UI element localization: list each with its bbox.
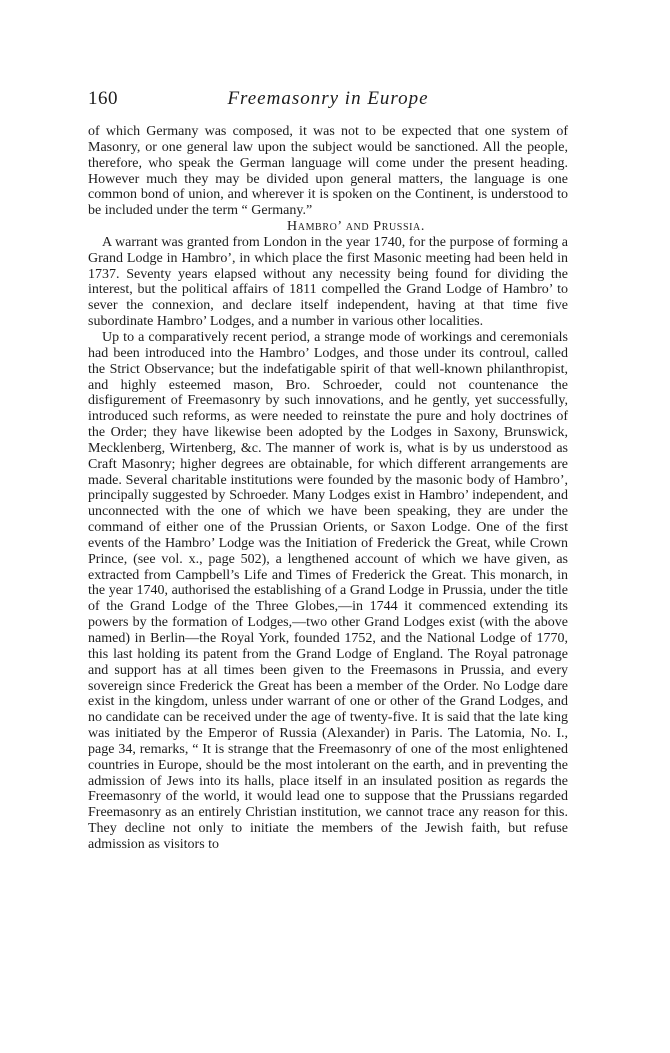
running-title: Freemasonry in Europe — [227, 88, 429, 109]
paragraph-continuation: of which Germany was composed, it was not to be expected that one system of Masonry, or one general law upon the subject would be sanctioned. All the people, therefore, who speak the German language will come under the present heading. However much they may be divided upon general matters, the language is one common bond of union, and wherever it is spoken on the Continent, is understood to be included under the term “ Germany.” — [88, 124, 568, 219]
paragraph-reforms: Up to a comparatively recent period, a strange mode of workings and ceremonials had been introduced into the Hambro’ Lodges, and those under its controul, called the Strict Observance; but the indefatigable spirit of that well-known philanthropist, and highly esteemed mason, Bro. Schroeder, could not countenance the disfigurement of Freemasonry by such innovations, and he gently, yet successfully, introduced such reforms, as were needed to reinstate the pure and holy doctrines of the Order; they have likewise been adopted by the Lodges in Saxony, Brunswick, Mecklenberg, Wirtenberg, &c. The manner of work is, what is by us understood as Craft Masonry; higher degrees are obtainable, for which different arrangements are made. Several charitable institutions were founded by the masonic body of Hambro’, principally suggested by Schroeder. Many Lodges exist in Hambro’ independent, and unconnected with the one of which we have been speaking, they are under the command of either one of the Prussian Orients, or Saxon Lodge. One of the first events of the Hambro’ Lodge was the Initiation of Frederick the Great, while Crown Prince, (see vol. x., page 502), a lengthened account of which we have given, as extracted from Campbell’s Life and Times of Frederick the Great. This monarch, in the year 1740, authorised the establishing of a Grand Lodge in Prussia, under the title of the Grand Lodge of the Three Globes,—in 1744 it commenced extending its powers by the formation of Lodges,—two other Grand Lodges exist (with the above named) in Berlin—the Royal York, founded 1752, and the National Lodge of 1770, this last holding its patent from the Grand Lodge of England. The Royal patronage and support has at all times been given to the Freemasons in Prussia, and every sovereign since Frederick the Great has been a member of the Order. No Lodge dare exist in the kingdom, unless under warrant of one or other of the Grand Lodges, and no candidate can be received under the age of twenty-five. It is said that the late king was initiated by the Emperor of Russia (Alexander) in Paris. The Latomia, No. I., page 34, remarks, “ It is strange that the Freemasonry of one of the most enlightened countries in Europe, should be the most intolerant on the earth, and in preventing the admission of Jews into its halls, place itself in an insulated position as regards the Freemasonry of the world, it would lead one to suppose that the Prussians regarded Freemasonry as an entirely Christian institution, we cannot trace any reason for this. They decline not only to initiate the members of the Jewish faith, but refuse admission as visitors to — [88, 329, 568, 852]
paragraph-warrant: A warrant was granted from London in the year 1740, for the purpose of forming a Grand Lodge in Hambro’, in which place the first Masonic meeting had been held in 1737. Seventy years elapsed without any necessity being found for dividing the interest, but the political affairs of 1811 compelled the Grand Lodge of Hambro’ to sever the connexion, and declare itself independent, having at that time five subordinate Hambro’ Lodges, and a number in various other localities. — [88, 234, 568, 330]
section-heading: Hambro’ and Prussia. — [287, 219, 425, 235]
page-number: 160 — [88, 88, 118, 109]
running-head — [88, 88, 568, 114]
body-text — [88, 124, 568, 853]
